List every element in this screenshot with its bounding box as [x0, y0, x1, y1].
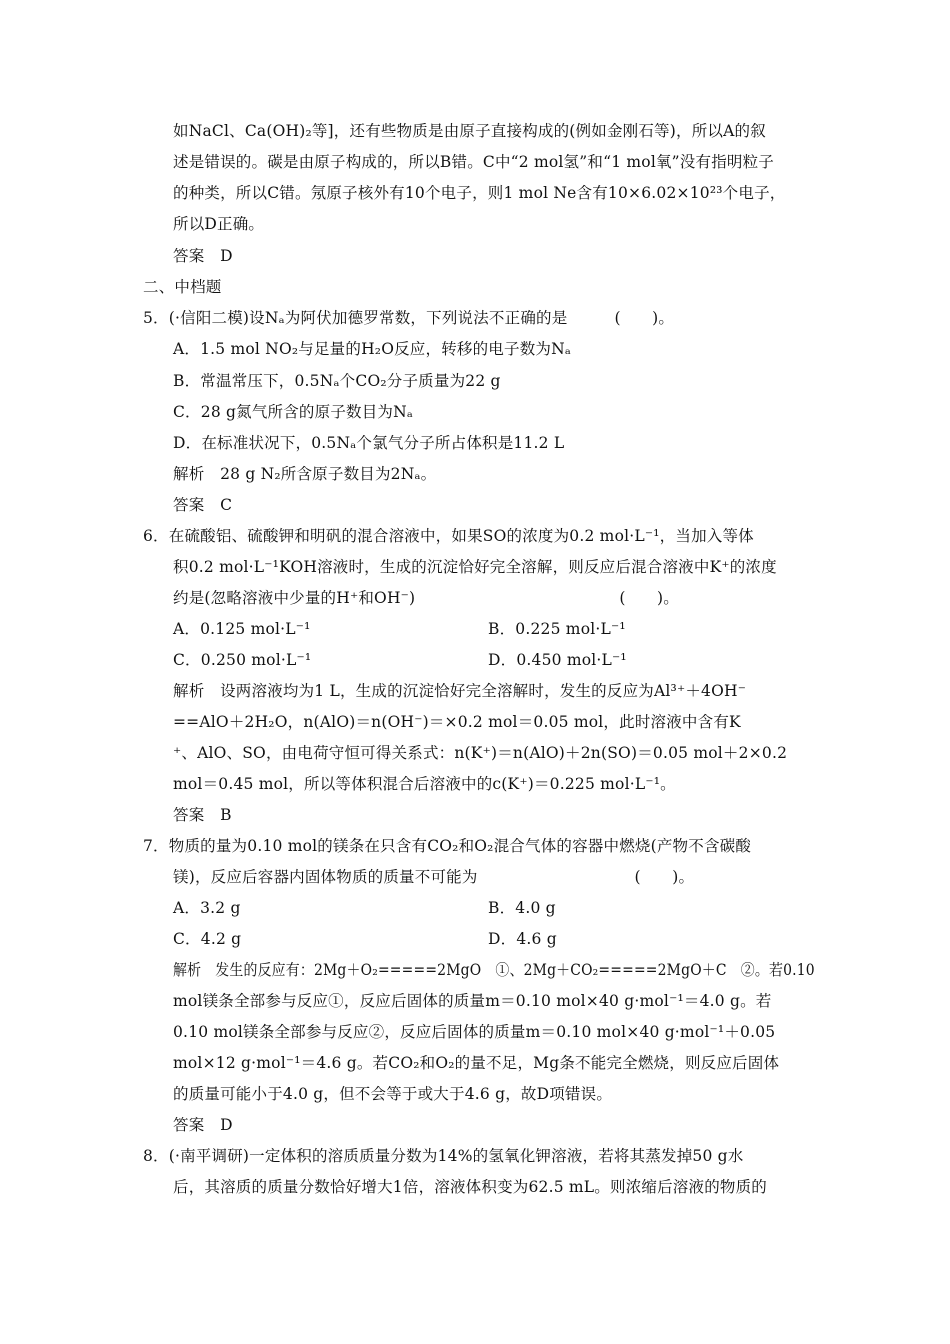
option-d: D．4.6 g	[488, 930, 557, 948]
question-8: 8．(·南平调研)一定体积的溶质质量分数为14%的氢氧化钾溶液，若将其蒸发掉50 g水	[143, 1147, 744, 1165]
question-7: 7．物质的量为0.10 mol的镁条在只含有CO₂和O₂混合气体的容器中燃烧(产物不含碳酸	[143, 837, 752, 855]
text-line: 如NaCl、Ca(OH)₂等]，还有些物质是由原子直接构成的(例如金刚石等)，所以A的叙	[173, 122, 766, 140]
answer-line: 答案 B	[173, 806, 232, 824]
option-a: A．3.2 g	[173, 899, 241, 917]
answer-line: 答案 D	[173, 247, 233, 265]
option-b: B．0.225 mol·L⁻¹	[488, 620, 626, 638]
text-line: 述是错误的。碳是由原子构成的，所以B错。C中“2 mol氢”和“1 mol氧”没有指明粒子	[173, 153, 774, 171]
option-b: B．常温常压下，0.5Nₐ个CO₂分子质量为22 g	[173, 372, 501, 390]
question-6-cont: 约是(忽略溶液中少量的H⁺和OH⁻) ( )。	[173, 589, 679, 607]
option-d: D．在标准状况下，0.5Nₐ个氯气分子所占体积是11.2 L	[173, 434, 565, 452]
option-c: C．28 g氮气所含的原子数目为Nₐ	[173, 403, 414, 421]
explanation-line: mol×12 g·mol⁻¹＝4.6 g。若CO₂和O₂的量不足，Mg条不能完全燃烧，则反应后固体	[173, 1054, 780, 1072]
explanation-line: ⁺、AlO、SO，由电荷守恒可得关系式：n(K⁺)＝n(AlO)＋2n(SO)＝0.05 mol＋2×0.2	[173, 744, 788, 762]
text-line: 的种类，所以C错。氖原子核外有10个电子，则1 mol Ne含有10×6.02×10²³个电子，	[173, 184, 786, 202]
explanation-line: 解析 设两溶液均为1 L，生成的沉淀恰好完全溶解时，发生的反应为Al³⁺＋4OH⁻	[173, 682, 747, 700]
explanation-line: 解析 28 g N₂所含原子数目为2Nₐ。	[173, 465, 437, 483]
answer-line: 答案 D	[173, 1116, 233, 1134]
question-7-cont: 镁)，反应后容器内固体物质的质量不可能为 ( )。	[173, 868, 695, 886]
option-d: D．0.450 mol·L⁻¹	[488, 651, 627, 669]
text-line: 所以D正确。	[173, 215, 265, 233]
option-a: A．1.5 mol NO₂与足量的H₂O反应，转移的电子数为Nₐ	[173, 340, 572, 358]
question-6-cont: 积0.2 mol·L⁻¹KOH溶液时，生成的沉淀恰好完全溶解，则反应后混合溶液中K⁺的浓度	[173, 558, 777, 576]
explanation-line: 解析 发生的反应有：2Mg＋O₂=====2MgO ①、2Mg＋CO₂=====2MgO＋C ②。若0.10	[173, 961, 815, 979]
option-c: C．0.250 mol·L⁻¹	[173, 651, 312, 669]
explanation-line: 0.10 mol镁条全部参与反应②，反应后固体的质量m＝0.10 mol×40 g·mol⁻¹＋0.05	[173, 1023, 776, 1041]
explanation-line: mol镁条全部参与反应①，反应后固体的质量m＝0.10 mol×40 g·mol⁻¹＝4.0 g。若	[173, 992, 772, 1010]
answer-line: 答案 C	[173, 496, 233, 514]
option-a: A．0.125 mol·L⁻¹	[173, 620, 311, 638]
explanation-line: mol＝0.45 mol，所以等体积混合后溶液中的c(K⁺)＝0.225 mol·L⁻¹。	[173, 775, 676, 793]
question-8-cont: 后，其溶质的质量分数恰好增大1倍，溶液体积变为62.5 mL。则浓缩后溶液的物质的	[173, 1178, 767, 1196]
option-b: B．4.0 g	[488, 899, 556, 917]
explanation-line: ==AlO＋2H₂O，n(AlO)＝n(OH⁻)＝×0.2 mol＝0.05 mol，此时溶液中含有K	[173, 713, 741, 731]
option-c: C．4.2 g	[173, 930, 242, 948]
question-6: 6．在硫酸铝、硫酸钾和明矾的混合溶液中，如果SO的浓度为0.2 mol·L⁻¹，当加入等体	[143, 527, 754, 545]
question-5: 5．(·信阳二模)设Nₐ为阿伏加德罗常数，下列说法不正确的是 ( )。	[143, 309, 675, 327]
explanation-line: 的质量可能小于4.0 g，但不会等于或大于4.6 g，故D项错误。	[173, 1085, 613, 1103]
section-heading: 二、中档题	[143, 278, 222, 296]
